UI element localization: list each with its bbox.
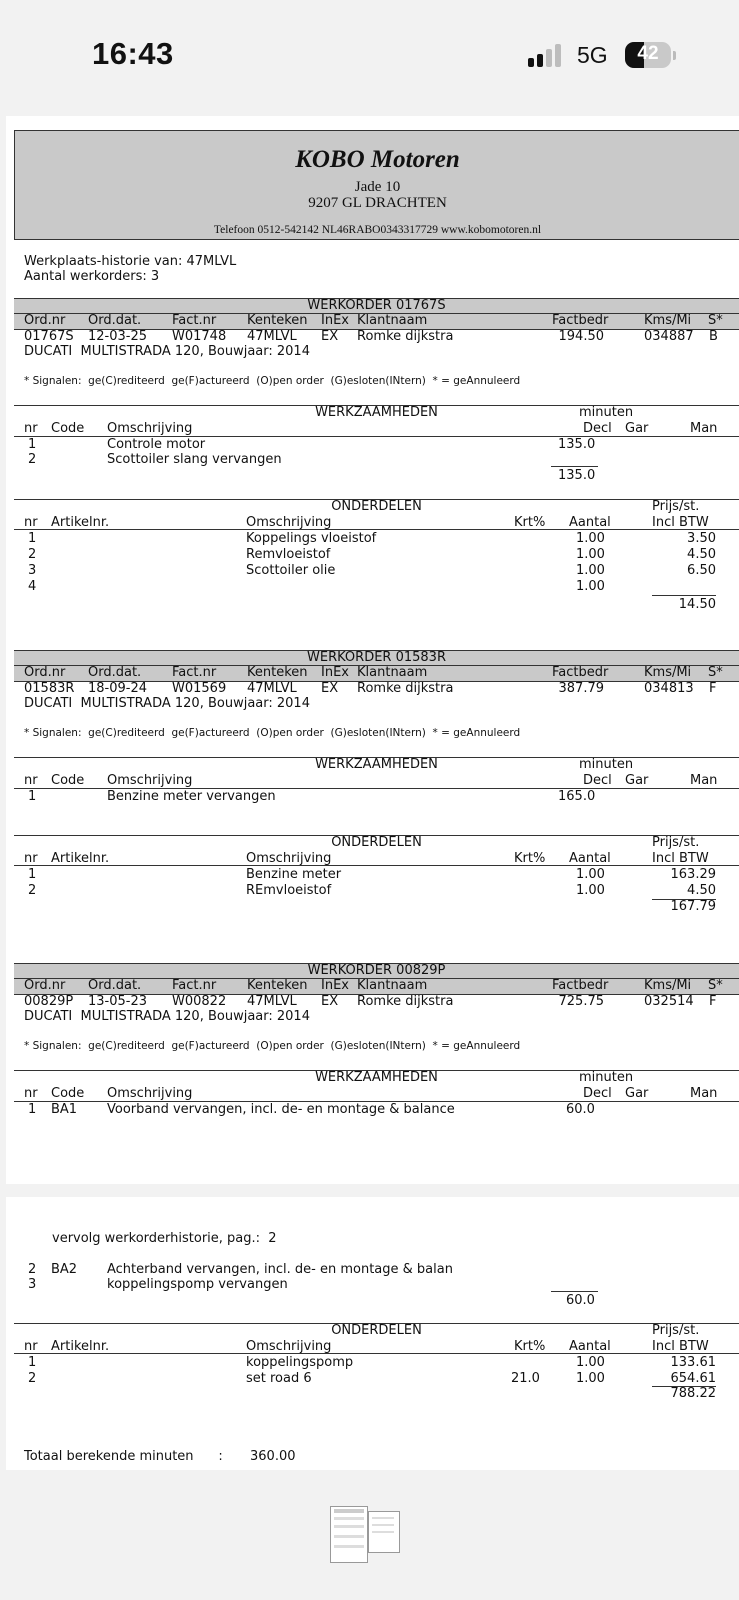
part-nr: 1 (28, 1355, 37, 1370)
col-description: Omschrijving (246, 515, 332, 530)
status-bar (0, 0, 739, 110)
signal-legend: * Signalen: ge(C)rediteerd ge(F)actureerd (O)pen order (G)esloten(INtern) * = geAnnuleerd (24, 727, 521, 739)
total-minutes-label: Totaal berekende minuten : (24, 1449, 223, 1464)
label-ord-dat: Ord.dat. (88, 978, 142, 993)
col-description: Omschrijving (246, 851, 332, 866)
company-name: KOBO Motoren (295, 146, 460, 173)
col-code: Code (51, 773, 85, 788)
work-code: BA1 (51, 1102, 78, 1117)
label-status: S* (708, 978, 723, 993)
parts-title: ONDERDELEN (331, 499, 422, 514)
network-type: 5G (577, 42, 608, 68)
col-discount: Krt% (514, 515, 546, 530)
order-date: 13-05-23 (88, 994, 148, 1009)
col-nr: nr (24, 515, 38, 530)
col-description: Omschrijving (107, 773, 193, 788)
work-description: Voorband vervangen, incl. de- en montage & balance (107, 1102, 455, 1117)
col-decl: Decl (583, 421, 612, 436)
license-plate: 47MLVL (247, 329, 297, 344)
sum-line (551, 1291, 598, 1292)
label-ord-dat: Ord.dat. (88, 665, 142, 680)
col-nr: nr (24, 1086, 38, 1101)
signal-legend: * Signalen: ge(C)rediteerd ge(F)actureerd (O)pen order (G)esloten(INtern) * = geAnnuleerd (24, 1040, 521, 1052)
work-nr: 1 (28, 1102, 37, 1117)
col-incl-btw: Incl BTW (652, 1339, 709, 1354)
signal-legend: * Signalen: ge(C)rediteerd ge(F)actureerd (O)pen order (G)esloten(INtern) * = geAnnuleerd (24, 375, 521, 387)
work-description: Achterband vervangen, incl. de- en montage & balan (107, 1262, 453, 1277)
col-code: Code (51, 421, 85, 436)
work-title: WERKZAAMHEDEN (315, 405, 438, 420)
part-nr: 2 (28, 547, 37, 562)
part-quantity: 1.00 (576, 867, 605, 882)
col-quantity: Aantal (569, 1339, 611, 1354)
part-description: Koppelings vloeistof (246, 531, 377, 546)
work-total: 135.0 (558, 468, 596, 483)
part-quantity: 1.00 (576, 531, 605, 546)
mileage: 034887 (644, 329, 694, 344)
inex: EX (321, 994, 339, 1009)
invoice-amount: 725.75 (558, 994, 604, 1009)
part-price: 4.50 (687, 547, 716, 562)
work-decl: 135.0 (558, 437, 596, 452)
divider (14, 1353, 739, 1354)
order-date: 12-03-25 (88, 329, 148, 344)
invoice-nr: W01748 (172, 329, 227, 344)
part-discount: 21.0 (511, 1371, 540, 1386)
page-thumbnails[interactable] (330, 1506, 410, 1566)
sum-line (652, 595, 716, 596)
col-man: Man (690, 1086, 718, 1101)
parts-total: 788.22 (670, 1386, 716, 1401)
battery-percentage: 42 (637, 43, 659, 64)
part-price: 6.50 (687, 563, 716, 578)
label-ord-nr: Ord.nr (24, 665, 66, 680)
part-price: 654.61 (670, 1371, 716, 1386)
label-factbedr: Factbedr (552, 665, 609, 680)
invoice-nr: W01569 (172, 681, 227, 696)
parts-title: ONDERDELEN (331, 835, 422, 850)
order-status: B (709, 329, 718, 344)
license-plate: 47MLVL (247, 681, 297, 696)
work-decl: 60.0 (566, 1102, 595, 1117)
part-description: set road 6 (246, 1371, 312, 1386)
label-inex: InEx (321, 978, 349, 993)
col-decl: Decl (583, 1086, 612, 1101)
document-page-1[interactable] (6, 116, 739, 1184)
part-nr: 2 (28, 1371, 37, 1386)
order-count: Aantal werkorders: 3 (24, 269, 160, 284)
label-kenteken: Kenteken (247, 978, 308, 993)
invoice-nr: W00822 (172, 994, 227, 1009)
col-article-nr: Artikelnr. (51, 851, 110, 866)
part-price: 4.50 (687, 883, 716, 898)
work-description: Scottoiler slang vervangen (107, 452, 282, 467)
work-decl: 165.0 (558, 789, 596, 804)
part-price: 133.61 (670, 1355, 716, 1370)
company-city: 9207 GL DRACHTEN (308, 195, 447, 211)
part-description: Benzine meter (246, 867, 342, 882)
col-quantity: Aantal (569, 515, 611, 530)
customer-name: Romke dijkstra (357, 994, 454, 1009)
history-for: Werkplaats-historie van: 47MLVL (24, 254, 237, 269)
col-description: Omschrijving (107, 1086, 193, 1101)
label-inex: InEx (321, 665, 349, 680)
col-description: Omschrijving (246, 1339, 332, 1354)
order-status: F (709, 681, 717, 696)
label-fact-nr: Fact.nr (172, 665, 217, 680)
part-quantity: 1.00 (576, 1355, 605, 1370)
label-ord-dat: Ord.dat. (88, 313, 142, 328)
work-title: WERKZAAMHEDEN (315, 1070, 438, 1085)
invoice-amount: 194.50 (558, 329, 604, 344)
work-nr: 1 (28, 789, 37, 804)
divider (14, 865, 739, 866)
order-date: 18-09-24 (88, 681, 148, 696)
parts-total: 167.79 (670, 899, 716, 914)
sum-line (551, 466, 598, 467)
col-incl-btw: Incl BTW (652, 851, 709, 866)
col-incl-btw: Incl BTW (652, 515, 709, 530)
inex: EX (321, 681, 339, 696)
work-description: Benzine meter vervangen (107, 789, 276, 804)
label-kenteken: Kenteken (247, 313, 308, 328)
part-quantity: 1.00 (576, 563, 605, 578)
parts-title: ONDERDELEN (331, 1323, 422, 1338)
label-ord-nr: Ord.nr (24, 978, 66, 993)
col-discount: Krt% (514, 1339, 546, 1354)
label-kms: Kms/Mi (644, 313, 692, 328)
work-description: koppelingspomp vervangen (107, 1277, 288, 1292)
order-title: WERKORDER 00829P (307, 963, 446, 978)
company-contact: Telefoon 0512-542142 NL46RABO0343317729 www.kobomotoren.nl (213, 224, 542, 236)
invoice-amount: 387.79 (558, 681, 604, 696)
battery-tip (673, 51, 676, 60)
label-klantnaam: Klantnaam (357, 313, 428, 328)
label-klantnaam: Klantnaam (357, 665, 428, 680)
label-klantnaam: Klantnaam (357, 978, 428, 993)
label-factbedr: Factbedr (552, 313, 609, 328)
part-nr: 1 (28, 867, 37, 882)
col-man: Man (690, 421, 718, 436)
part-description: REmvloeistof (246, 883, 332, 898)
customer-name: Romke dijkstra (357, 329, 454, 344)
col-nr: nr (24, 851, 38, 866)
col-gar: Gar (625, 1086, 649, 1101)
divider (14, 529, 739, 530)
minutes-label: minuten (579, 405, 634, 420)
customer-name: Romke dijkstra (357, 681, 454, 696)
work-nr: 1 (28, 437, 37, 452)
col-nr: nr (24, 773, 38, 788)
label-status: S* (708, 665, 723, 680)
inex: EX (321, 329, 339, 344)
unit-price-label: Prijs/st. (652, 499, 700, 514)
label-kenteken: Kenteken (247, 665, 308, 680)
part-quantity: 1.00 (576, 579, 605, 594)
col-decl: Decl (583, 773, 612, 788)
order-nr: 01767S (24, 329, 74, 344)
page-thumbnail-2[interactable] (368, 1511, 400, 1553)
part-quantity: 1.00 (576, 1371, 605, 1386)
vehicle-description: DUCATI MULTISTRADA 120, Bouwjaar: 2014 (24, 344, 310, 359)
minutes-label: minuten (579, 1070, 634, 1085)
minutes-label: minuten (579, 757, 634, 772)
continuation-heading: vervolg werkorderhistorie, pag.: 2 (52, 1231, 277, 1246)
work-nr: 3 (28, 1277, 37, 1292)
label-status: S* (708, 313, 723, 328)
col-discount: Krt% (514, 851, 546, 866)
company-street: Jade 10 (354, 179, 401, 195)
col-article-nr: Artikelnr. (51, 1339, 110, 1354)
part-price: 3.50 (687, 531, 716, 546)
mileage: 032514 (644, 994, 694, 1009)
col-code: Code (51, 1086, 85, 1101)
col-description: Omschrijving (107, 421, 193, 436)
label-kms: Kms/Mi (644, 665, 692, 680)
col-nr: nr (24, 1339, 38, 1354)
label-fact-nr: Fact.nr (172, 313, 217, 328)
work-nr: 2 (28, 452, 37, 467)
order-nr: 01583R (24, 681, 75, 696)
part-nr: 4 (28, 579, 37, 594)
col-man: Man (690, 773, 718, 788)
document-page-2[interactable] (6, 1197, 739, 1470)
part-nr: 3 (28, 563, 37, 578)
work-nr: 2 (28, 1262, 37, 1277)
label-factbedr: Factbedr (552, 978, 609, 993)
label-ord-nr: Ord.nr (24, 313, 66, 328)
work-title: WERKZAAMHEDEN (315, 757, 438, 772)
unit-price-label: Prijs/st. (652, 835, 700, 850)
order-nr: 00829P (24, 994, 74, 1009)
col-article-nr: Artikelnr. (51, 515, 110, 530)
mileage: 034813 (644, 681, 694, 696)
clock: 16:43 (92, 36, 174, 71)
total-minutes-value: 360.00 (250, 1449, 296, 1464)
work-code: BA2 (51, 1262, 78, 1277)
work-total: 60.0 (566, 1293, 595, 1308)
part-price: 163.29 (670, 867, 716, 882)
work-description: Controle motor (107, 437, 206, 452)
part-quantity: 1.00 (576, 883, 605, 898)
part-description: Scottoiler olie (246, 563, 336, 578)
page-thumbnail-1[interactable] (330, 1506, 368, 1563)
label-fact-nr: Fact.nr (172, 978, 217, 993)
col-gar: Gar (625, 421, 649, 436)
part-quantity: 1.00 (576, 547, 605, 562)
label-inex: InEx (321, 313, 349, 328)
cellular-signal-icon (528, 43, 564, 67)
parts-total: 14.50 (678, 597, 716, 612)
order-title: WERKORDER 01767S (307, 298, 446, 313)
vehicle-description: DUCATI MULTISTRADA 120, Bouwjaar: 2014 (24, 1009, 310, 1024)
col-gar: Gar (625, 773, 649, 788)
order-title: WERKORDER 01583R (307, 650, 446, 665)
letterhead (14, 130, 739, 240)
label-kms: Kms/Mi (644, 978, 692, 993)
part-nr: 2 (28, 883, 37, 898)
battery-icon (625, 42, 671, 68)
license-plate: 47MLVL (247, 994, 297, 1009)
col-quantity: Aantal (569, 851, 611, 866)
part-nr: 1 (28, 531, 37, 546)
vehicle-description: DUCATI MULTISTRADA 120, Bouwjaar: 2014 (24, 696, 310, 711)
order-status: F (709, 994, 717, 1009)
part-description: koppelingspomp (246, 1355, 354, 1370)
unit-price-label: Prijs/st. (652, 1323, 700, 1338)
part-description: Remvloeistof (246, 547, 331, 562)
col-nr: nr (24, 421, 38, 436)
